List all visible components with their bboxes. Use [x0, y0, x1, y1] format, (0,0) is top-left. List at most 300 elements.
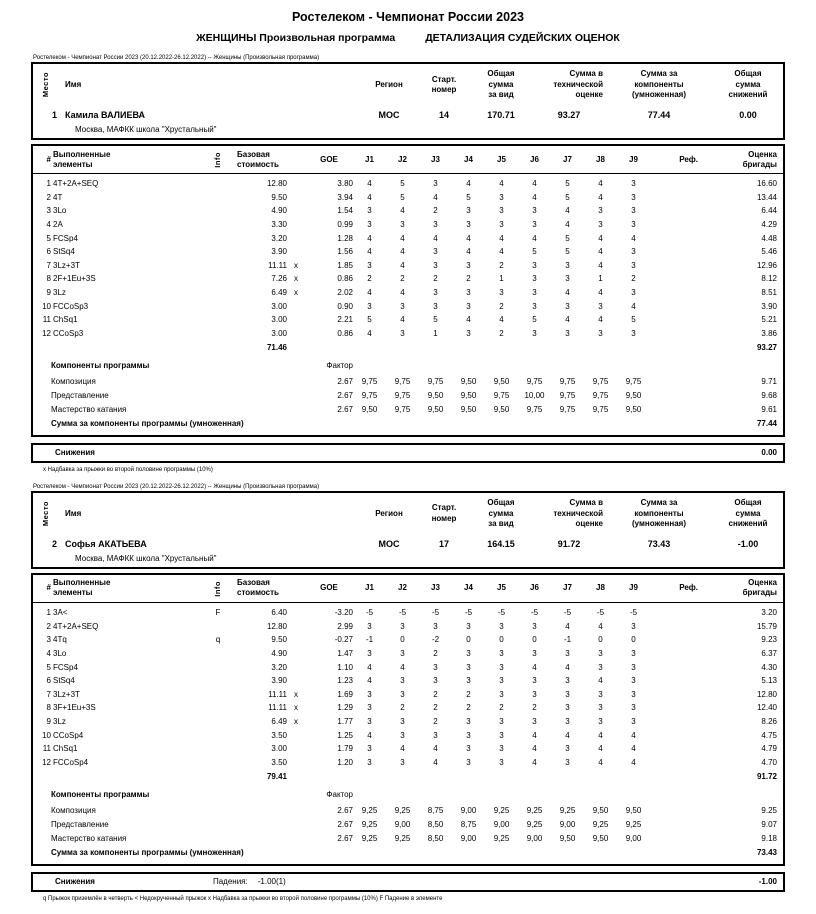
judge-score-j1: 3	[367, 703, 372, 713]
judge-score-j1: 3	[367, 716, 372, 726]
element-rows	[33, 177, 783, 340]
component-judge-j1: 9,50	[361, 404, 378, 414]
skater-club: Москва, МАФКК школа "Хрустальный"	[75, 553, 217, 563]
col-start-number: Старт. номер	[431, 74, 457, 94]
judge-score-j4: 5	[466, 192, 471, 202]
judge-score-j6: 4	[532, 662, 537, 672]
component-name: Мастерство катания	[51, 833, 127, 843]
component-judge-j6: 9,25	[526, 806, 543, 816]
col-deductions: Общая сумма снижений	[728, 69, 768, 100]
judge-score-j2: 4	[400, 744, 405, 754]
element-goe: 0.86	[337, 274, 353, 284]
judge-score-j5: 3	[499, 716, 504, 726]
element-goe: 2.02	[337, 288, 353, 298]
element-panel-score: 6.37	[761, 648, 777, 658]
col-j6: J6	[530, 583, 539, 593]
judge-score-j6: 3	[532, 689, 537, 699]
element-name: 3Lz	[53, 288, 66, 298]
element-goe: -0.27	[334, 635, 353, 645]
element-panel-score: 12.80	[756, 689, 777, 699]
elements-box	[31, 573, 785, 866]
judge-score-j9: 3	[631, 206, 636, 216]
col-info: Info	[213, 580, 222, 597]
component-judge-j3: 8,50	[427, 819, 444, 829]
component-row	[33, 375, 783, 389]
element-panel-score: 4.48	[761, 233, 777, 243]
component-judge-j3: 8,75	[427, 806, 444, 816]
component-judge-j3: 9,75	[427, 377, 444, 387]
col-j9: J9	[629, 154, 638, 164]
judge-score-j8: 4	[598, 621, 603, 631]
component-judge-j1: 9,25	[361, 819, 378, 829]
judge-score-j7: 4	[565, 315, 570, 325]
element-name: ChSq1	[53, 744, 78, 754]
judge-score-j2: 2	[400, 703, 405, 713]
judge-score-j1: 3	[367, 689, 372, 699]
judge-score-j3: 3	[433, 179, 438, 189]
judge-score-j6: 3	[532, 716, 537, 726]
element-x-marker: x	[294, 716, 298, 726]
element-name: FCSp4	[53, 233, 78, 243]
judge-score-j8: 3	[598, 648, 603, 658]
judge-score-j1: 5	[367, 315, 372, 325]
judge-score-j8: 3	[598, 301, 603, 311]
col-deductions: Общая сумма снижений	[728, 498, 768, 529]
judge-score-j3: 3	[433, 247, 438, 257]
component-judge-j9: 9,50	[625, 391, 642, 401]
element-row	[33, 218, 783, 232]
col-elements: Выполненные элементы	[53, 149, 111, 169]
element-row	[33, 272, 783, 286]
judge-score-j9: 3	[631, 220, 636, 230]
col-j2: J2	[398, 583, 407, 593]
judge-score-j5: 3	[499, 621, 504, 631]
judge-score-j4: 3	[466, 260, 471, 270]
judge-score-j6: 5	[532, 315, 537, 325]
component-judge-j4: 8,75	[460, 819, 477, 829]
col-j3: J3	[431, 154, 440, 164]
element-panel-score: 3.86	[761, 328, 777, 338]
element-panel-score: 6.44	[761, 206, 777, 216]
judge-score-j9: 3	[631, 716, 636, 726]
component-score: 9.18	[761, 833, 777, 843]
col-info: Info	[213, 151, 222, 168]
element-name: 4T+2A+SEQ	[53, 621, 99, 631]
judge-score-j8: 3	[598, 220, 603, 230]
component-judge-j9: 9,00	[625, 833, 642, 843]
component-judge-j6: 10,00	[524, 391, 545, 401]
judge-score-j6: 3	[532, 288, 537, 298]
judge-score-j7: 4	[565, 220, 570, 230]
judge-score-j9: 4	[631, 757, 636, 767]
col-place: Место	[40, 501, 50, 527]
judge-score-j1: 4	[367, 730, 372, 740]
page-title: Ростелеком - Чемпионат России 2023	[291, 10, 524, 24]
element-row	[33, 204, 783, 218]
judge-score-j1: 3	[367, 744, 372, 754]
judge-score-j7: 5	[565, 247, 570, 257]
deductions-value: -1.00	[758, 877, 777, 887]
element-base-value: 4.90	[271, 648, 287, 658]
judge-score-j7: 3	[565, 689, 570, 699]
element-base-value: 3.30	[271, 220, 287, 230]
component-name: Представление	[51, 819, 109, 829]
col-j8: J8	[596, 583, 605, 593]
element-number: 3	[46, 206, 51, 216]
element-row	[33, 327, 783, 341]
element-base-value: 7.26	[271, 274, 287, 284]
component-judge-j8: 9,50	[592, 806, 609, 816]
judge-score-j9: 3	[631, 192, 636, 202]
element-base-value: 3.90	[271, 247, 287, 257]
judge-score-j6: 3	[532, 220, 537, 230]
judge-score-j8: 4	[598, 315, 603, 325]
summary-header-row	[33, 67, 783, 103]
judge-score-j9: 3	[631, 676, 636, 686]
judge-score-j1: 4	[367, 288, 372, 298]
judge-score-j3: 2	[433, 716, 438, 726]
element-goe: 1.54	[337, 206, 353, 216]
judge-score-j2: 5	[400, 179, 405, 189]
deductions-box	[31, 443, 785, 463]
element-panel-score: 4.30	[761, 662, 777, 672]
element-base-value: 12.80	[266, 179, 287, 189]
col-components-score: Сумма за компоненты (умноженная)	[632, 69, 686, 100]
element-row	[33, 647, 783, 661]
element-name: StSq4	[53, 676, 75, 686]
component-judge-j7: 9,75	[559, 391, 576, 401]
col-place: Место	[40, 72, 50, 98]
judge-score-j3: 3	[433, 662, 438, 672]
component-factor: 2.67	[337, 391, 353, 401]
element-name: 3Lz+3T	[53, 689, 80, 699]
element-goe: 0.99	[337, 220, 353, 230]
col-number: #	[46, 154, 51, 164]
judge-score-j6: 3	[532, 274, 537, 284]
skater-tech-score: 93.27	[557, 110, 581, 120]
judge-score-j8: 3	[598, 206, 603, 216]
judge-score-j2: 3	[400, 716, 405, 726]
base-value-total: 71.46	[266, 343, 287, 353]
col-region: Регион	[375, 79, 403, 89]
judge-score-j9: 3	[631, 247, 636, 257]
element-panel-score: 5.21	[761, 315, 777, 325]
element-name: 4T+2A+SEQ	[53, 179, 99, 189]
element-base-value: 3.20	[271, 233, 287, 243]
judge-score-j1: 4	[367, 247, 372, 257]
element-base-value: 3.50	[271, 757, 287, 767]
judge-score-j3: 3	[433, 260, 438, 270]
element-info-flag: F	[215, 608, 221, 618]
col-j2: J2	[398, 154, 407, 164]
element-base-value: 3.00	[271, 744, 287, 754]
judge-score-j6: -5	[530, 608, 539, 618]
judge-score-j4: 3	[466, 288, 471, 298]
judge-score-j2: 4	[400, 206, 405, 216]
judge-score-j6: 4	[532, 192, 537, 202]
component-judge-j7: 9,75	[559, 377, 576, 387]
component-score: 9.61	[761, 404, 777, 414]
element-name: FCCoSp3	[53, 301, 89, 311]
judge-score-j1: 4	[367, 676, 372, 686]
component-judge-j6: 9,75	[526, 377, 543, 387]
judge-score-j8: 4	[598, 247, 603, 257]
components-sum-row	[33, 845, 783, 860]
component-judge-j5: 9,25	[493, 806, 510, 816]
judge-score-j4: 3	[466, 716, 471, 726]
judge-score-j2: 0	[400, 635, 405, 645]
component-judge-j8: 9,75	[592, 391, 609, 401]
judge-score-j6: 4	[532, 730, 537, 740]
judge-score-j5: 4	[499, 247, 504, 257]
element-goe: 1.29	[337, 703, 353, 713]
judge-score-j9: 3	[631, 179, 636, 189]
element-panel-score: 3.20	[761, 608, 777, 618]
element-row	[33, 191, 783, 205]
judge-score-j9: 4	[631, 744, 636, 754]
judge-score-j3: -2	[431, 635, 440, 645]
element-x-marker: x	[294, 689, 298, 699]
component-judge-j4: 9,00	[460, 833, 477, 843]
judge-score-j8: 3	[598, 716, 603, 726]
element-number: 9	[46, 716, 51, 726]
judge-score-j1: 4	[367, 662, 372, 672]
element-name: StSq4	[53, 247, 75, 257]
judge-score-j7: 3	[565, 744, 570, 754]
judge-score-j2: 3	[400, 676, 405, 686]
col-j9: J9	[629, 583, 638, 593]
element-name: ChSq1	[53, 315, 78, 325]
judge-score-j6: 4	[532, 179, 537, 189]
element-row	[33, 259, 783, 273]
element-number: 7	[46, 260, 51, 270]
skater-tech-score: 91.72	[557, 538, 581, 549]
judge-score-j5: 3	[499, 676, 504, 686]
judge-score-j6: 3	[532, 648, 537, 658]
component-row	[33, 831, 783, 845]
elements-box	[31, 144, 785, 437]
element-row	[33, 286, 783, 300]
element-row	[33, 231, 783, 245]
judge-score-j7: 3	[565, 260, 570, 270]
deduction-detail-value: -1.00(1)	[257, 877, 286, 887]
judge-score-j4: 3	[466, 206, 471, 216]
element-name: 3Lz	[53, 716, 66, 726]
component-judge-j5: 9,50	[493, 404, 510, 414]
judge-score-j9: 3	[631, 288, 636, 298]
element-row	[33, 660, 783, 674]
element-row	[33, 620, 783, 634]
summary-header-row	[33, 496, 783, 532]
judge-score-j4: 3	[466, 662, 471, 672]
element-number: 9	[46, 288, 51, 298]
element-rows	[33, 606, 783, 769]
judge-score-j5: 4	[499, 179, 504, 189]
element-row	[33, 687, 783, 701]
element-goe: 2.21	[337, 315, 353, 325]
component-judge-j4: 9,50	[460, 377, 477, 387]
deductions-label: Снижения	[55, 877, 95, 887]
element-row	[33, 728, 783, 742]
subtitle-category: ЖЕНЩИНЫ Произвольная программа	[196, 32, 396, 44]
element-number: 11	[42, 315, 51, 325]
judge-score-j8: 4	[598, 744, 603, 754]
judge-score-j8: 4	[598, 288, 603, 298]
judge-score-j5: 3	[499, 757, 504, 767]
judge-score-j3: -5	[431, 608, 440, 618]
component-judge-j4: 9,00	[460, 806, 477, 816]
components-header-row	[33, 787, 783, 802]
judge-score-j3: 4	[433, 192, 438, 202]
col-j5: J5	[497, 583, 506, 593]
judge-score-j5: 3	[499, 730, 504, 740]
judge-score-j6: 4	[532, 744, 537, 754]
judge-score-j3: 2	[433, 648, 438, 658]
judge-score-j2: 3	[400, 220, 405, 230]
skater-components-score: 77.44	[647, 110, 671, 120]
component-factor: 2.67	[337, 404, 353, 414]
judge-score-j9: 2	[631, 274, 636, 284]
judge-score-j2: 3	[400, 621, 405, 631]
judge-score-j2: 4	[400, 288, 405, 298]
judge-score-j2: 4	[400, 662, 405, 672]
component-score: 9.68	[761, 391, 777, 401]
judge-score-j3: 4	[433, 757, 438, 767]
element-base-value: 6.49	[271, 288, 287, 298]
component-score: 9.71	[761, 377, 777, 387]
judge-score-j7: 3	[565, 648, 570, 658]
component-judge-j7: 9,50	[559, 833, 576, 843]
factor-label: Фактор	[326, 790, 353, 800]
element-row	[33, 313, 783, 327]
col-ref: Реф.	[679, 154, 698, 164]
judge-score-j9: 3	[631, 689, 636, 699]
component-row	[33, 402, 783, 416]
judge-score-j1: 3	[367, 757, 372, 767]
element-goe: 3.80	[337, 179, 353, 189]
component-judge-j3: 8,50	[427, 833, 444, 843]
component-judge-j3: 9,50	[427, 391, 444, 401]
col-j7: J7	[563, 583, 572, 593]
component-judge-j9: 9,50	[625, 806, 642, 816]
skater-name: Камила ВАЛИЕВА	[65, 110, 146, 120]
summary-box	[31, 491, 785, 569]
col-j3: J3	[431, 583, 440, 593]
judge-score-j5: 3	[499, 220, 504, 230]
component-judge-j8: 9,25	[592, 819, 609, 829]
element-row	[33, 674, 783, 688]
element-goe: 1.20	[337, 757, 353, 767]
element-base-value: 11.11	[268, 703, 287, 713]
element-name: 2A	[53, 220, 63, 230]
judge-score-j8: 4	[598, 192, 603, 202]
component-score: 9.25	[761, 806, 777, 816]
judge-score-j8: 0	[598, 635, 603, 645]
judge-score-j2: 3	[400, 757, 405, 767]
judge-score-j4: 3	[466, 220, 471, 230]
element-panel-score: 8.51	[761, 288, 777, 298]
col-base-value: Базовая стоимость	[237, 149, 279, 169]
footnote: x Надбавка за прыжки во второй половине программы (10%)	[43, 466, 213, 473]
judge-score-j5: 2	[499, 328, 504, 338]
elements-header-row	[33, 575, 783, 603]
component-judge-j2: 9,75	[394, 391, 411, 401]
element-name: FCCoSp4	[53, 757, 89, 767]
elements-total-row	[33, 769, 783, 784]
judge-score-j5: 3	[499, 689, 504, 699]
element-name: FCSp4	[53, 662, 78, 672]
col-goe: GOE	[320, 583, 338, 593]
element-goe: 1.25	[337, 730, 353, 740]
skater-region: МОС	[378, 110, 400, 120]
component-rows	[33, 804, 783, 845]
judge-score-j5: 3	[499, 648, 504, 658]
judge-score-j7: 4	[565, 206, 570, 216]
judge-score-j8: 4	[598, 757, 603, 767]
judge-score-j4: 4	[466, 315, 471, 325]
component-name: Представление	[51, 391, 109, 401]
judge-score-j4: -5	[464, 608, 473, 618]
judge-score-j4: 2	[466, 703, 471, 713]
element-row	[33, 177, 783, 191]
judge-score-j4: 3	[466, 648, 471, 658]
col-panel-score: Оценка бригады	[742, 149, 777, 169]
section-context-line: Ростелеком - Чемпионат России 2023 (20.12.2022-26.12.2022) -- Женщины (Произвольная программа)	[33, 483, 320, 490]
judge-score-j1: -5	[365, 608, 374, 618]
judge-score-j9: 3	[631, 662, 636, 672]
sections	[31, 55, 785, 902]
judge-score-j9: 3	[631, 703, 636, 713]
judge-score-j8: 4	[598, 179, 603, 189]
judge-score-j9: 4	[631, 730, 636, 740]
element-number: 8	[46, 274, 51, 284]
col-j4: J4	[464, 583, 473, 593]
judge-score-j4: 0	[466, 635, 471, 645]
skater-section	[31, 55, 785, 473]
element-row	[33, 715, 783, 729]
component-row	[33, 389, 783, 403]
elements-total-row	[33, 340, 783, 355]
judge-score-j1: 4	[367, 192, 372, 202]
page-subtitle	[31, 32, 785, 44]
judge-score-j2: 3	[400, 648, 405, 658]
component-judge-j2: 9,00	[394, 819, 411, 829]
element-number: 4	[46, 648, 51, 658]
element-goe: -3.20	[334, 608, 353, 618]
judge-score-j6: 3	[532, 621, 537, 631]
element-panel-score: 5.46	[761, 247, 777, 257]
element-number: 1	[46, 179, 51, 189]
judge-score-j3: 4	[433, 233, 438, 243]
element-row	[33, 606, 783, 620]
element-base-value: 11.11	[268, 260, 287, 270]
component-judge-j2: 9,75	[394, 404, 411, 414]
judge-score-j6: 5	[532, 247, 537, 257]
judge-score-j9: 3	[631, 260, 636, 270]
deductions-label: Снижения	[55, 448, 95, 458]
col-j4: J4	[464, 154, 473, 164]
component-judge-j5: 9,00	[493, 819, 510, 829]
component-judge-j5: 9,50	[493, 377, 510, 387]
element-goe: 1.10	[337, 662, 353, 672]
judge-score-j7: 5	[565, 233, 570, 243]
judge-score-j5: 3	[499, 662, 504, 672]
component-judge-j1: 9,25	[361, 833, 378, 843]
element-number: 5	[46, 233, 51, 243]
judge-score-j3: 2	[433, 703, 438, 713]
judge-score-j3: 4	[433, 744, 438, 754]
judge-score-j3: 2	[433, 206, 438, 216]
